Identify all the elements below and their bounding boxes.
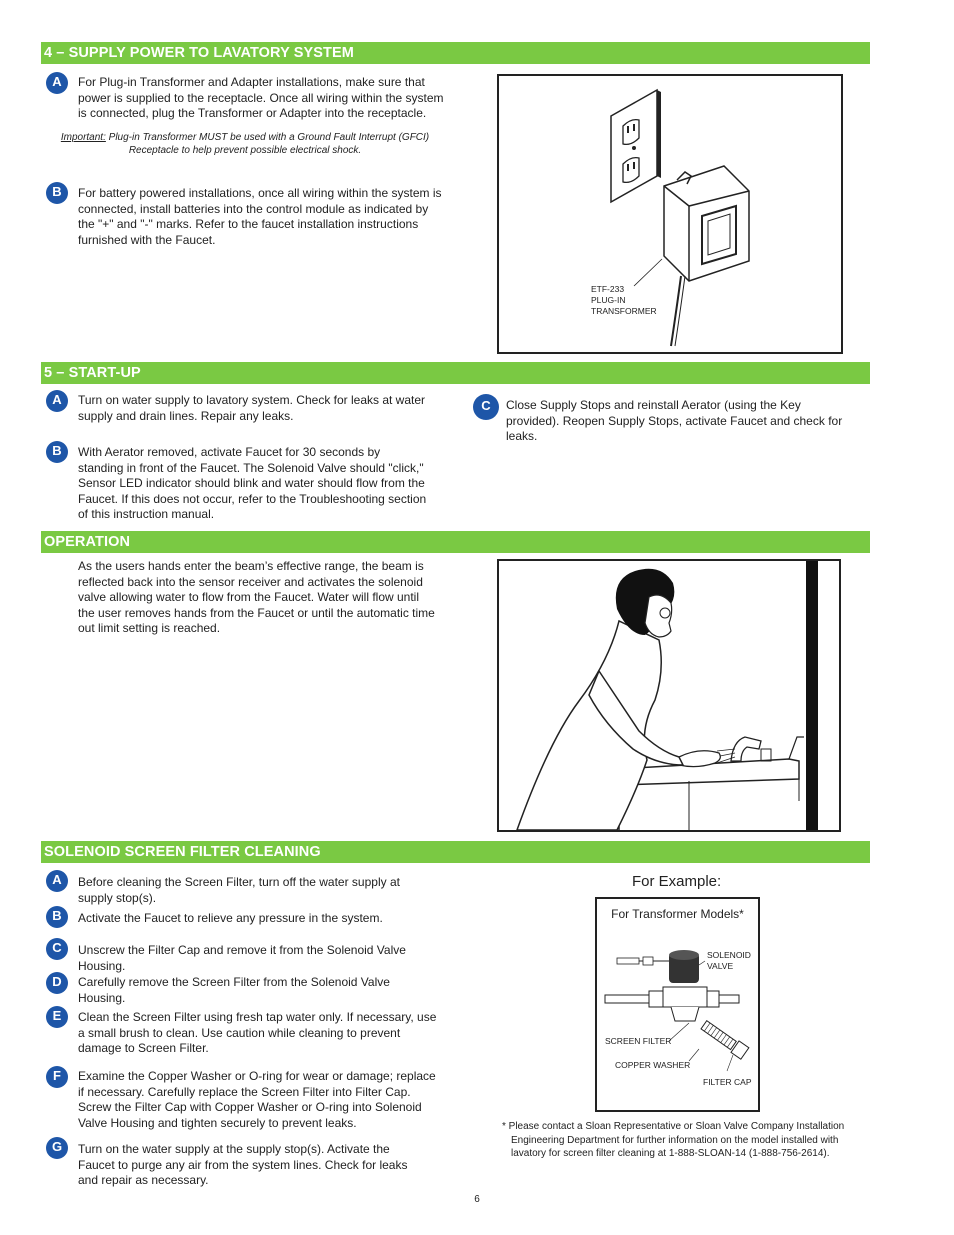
- operation-header: OPERATION: [41, 531, 870, 553]
- page-number: 6: [474, 1194, 480, 1205]
- important-text: Plug-in Transformer MUST be used with a Ground Fault Interrupt (GFCI) Receptacle to help prevent possible electrical shock.: [108, 132, 430, 156]
- step-5c-text: Close Supply Stops and reinstall Aerator (using the Key provided). Reopen Supply Stops, activate Faucet and check for leaks.: [506, 398, 843, 444]
- filter-step-d-text: Carefully remove the Screen Filter from the Solenoid Valve Housing.: [78, 975, 390, 1005]
- filter-step-e-text: Clean the Screen Filter using fresh tap water only. If necessary, use a small brush to clean. Use caution while cleaning to prevent damage to Screen Filter.: [78, 1010, 437, 1056]
- label-filter-cap: FILTER CAP: [703, 1077, 752, 1087]
- filter-step-g-text: Turn on the water supply at the supply stop(s). Activate the Faucet to purge any air from the system lines. Check for leaks and repair as necessary.: [78, 1142, 408, 1188]
- transformer-figure: [497, 74, 843, 354]
- transformer-label-line1: ETF-233: [591, 284, 625, 294]
- solenoid-figure-title: For Transformer Models*: [611, 907, 744, 921]
- step-badge-4b: B: [46, 182, 68, 204]
- outlet-transformer-illustration: [499, 76, 841, 352]
- filter-step-c-text: Unscrew the Filter Cap and remove it from the Solenoid Valve Housing.: [78, 943, 406, 973]
- filter-step-f-text: Examine the Copper Washer or O-ring for wear or damage; replace if necessary. Carefully replace the Screen Filter into Filter Cap. Screw the Filter Cap with Copper Washer or O-ring into Solenoid Valve Housing and tighten securely to prevent leaks.: [78, 1069, 436, 1130]
- operation-text: As the users hands enter the beam’s effective range, the beam is reflected back into the sensor receiver and activates the solenoid valve allowing water to flow from the Faucet. Water will flow until the user removes hands from the Faucet or until the automatic time out limit setting is reached.: [78, 559, 435, 636]
- step-badge-5c: C: [473, 394, 499, 420]
- section-5-header: 5 – START-UP: [41, 362, 870, 384]
- filter-step-b-text: Activate the Faucet to relieve any pressure in the system.: [78, 911, 383, 925]
- filter-cleaning-header: SOLENOID SCREEN FILTER CLEANING: [41, 841, 870, 863]
- transformer-label-line2: PLUG-IN: [591, 295, 626, 305]
- important-label: Important:: [60, 132, 106, 143]
- step-5b-text: With Aerator removed, activate Faucet for 30 seconds by standing in front of the Faucet. The Solenoid Valve should "click," Sensor LED indicator should blink and water should flow from the Faucet. If this does not occur, refer to the Troubleshooting section of this instruction manual.: [78, 445, 427, 522]
- step-4b-text: For battery powered installations, once all wiring within the system is connected, install batteries into the control module as indicated by the "+" and "-" marks. Refer to the faucet installation instructions furnished with the Faucet.: [78, 186, 442, 247]
- step-badge-filter-d: D: [46, 972, 68, 994]
- filter-step-a-text: Before cleaning the Screen Filter, turn off the water supply at supply stop(s).: [78, 875, 400, 905]
- label-solenoid-line1: SOLENOID: [707, 950, 751, 960]
- solenoid-figure: [595, 897, 760, 1112]
- step-5a-text: Turn on water supply to lavatory system. Check for leaks at water supply and drain lines. Repair any leaks.: [78, 393, 426, 423]
- step-badge-5b: B: [46, 441, 68, 463]
- label-solenoid-line2: VALVE: [707, 961, 734, 971]
- label-copper-washer: COPPER WASHER: [615, 1060, 691, 1070]
- transformer-label-line3: TRANSFORMER: [591, 306, 657, 316]
- step-badge-5a: A: [46, 390, 68, 412]
- section-4-header: 4 – SUPPLY POWER TO LAVATORY SYSTEM: [41, 42, 870, 64]
- step-badge-filter-b: B: [46, 906, 68, 928]
- step-4a-text: For Plug-in Transformer and Adapter installations, make sure that power is supplied to the receptacle. Once all wiring within the system is connected, plug the Transformer or Adapter into the receptacle.: [78, 75, 444, 121]
- example-title: For Example:: [632, 873, 722, 890]
- step-badge-filter-a: A: [46, 870, 68, 892]
- step-badge-filter-e: E: [46, 1006, 68, 1028]
- operation-figure: [497, 559, 841, 832]
- step-badge-filter-c: C: [46, 938, 68, 960]
- step-badge-filter-g: G: [46, 1137, 68, 1159]
- user-washing-hands-illustration: [499, 561, 839, 830]
- important-note: [60, 131, 430, 157]
- step-badge-filter-f: F: [46, 1066, 68, 1088]
- step-badge-4a: A: [46, 72, 68, 94]
- footnote: * Please contact a Sloan Representative or Sloan Valve Company Installation Engineering Department for further information on the model installed with lavatory for screen filter cleaning at 1-888-SLOAN-14 (1-888-756-2614).: [502, 1121, 845, 1160]
- label-screen-filter: SCREEN FILTER: [605, 1036, 672, 1046]
